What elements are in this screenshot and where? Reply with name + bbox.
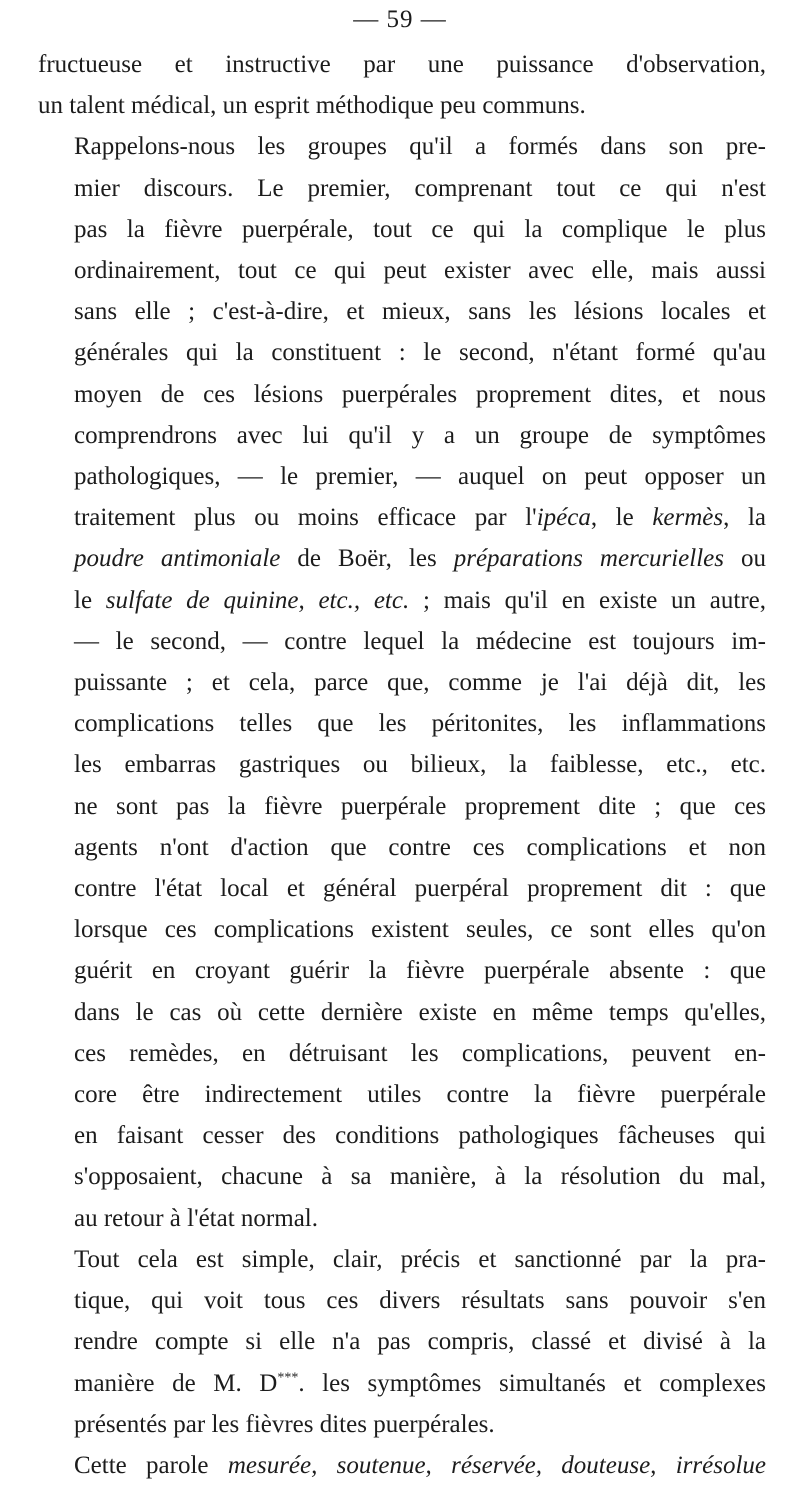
text-line: moyen de ces lésions puerpérales proprement dites, et nous [74, 380, 766, 408]
italic-term-poudre: poudre antimoniale [74, 545, 281, 573]
text-line: Rappelons-nous les groupes qu'il a formés dans son pre- [74, 133, 766, 161]
text-line: ne sont pas la fièvre puerpérale proprement dite ; que ces [74, 792, 766, 820]
italic-term-preparations: préparations mercurielles [453, 545, 724, 573]
text-line: ces remèdes, en détruisant les complications, peuvent en- [74, 1039, 766, 1067]
paragraph-2 [38, 126, 766, 1238]
superscript-mark: *** [277, 1370, 299, 1386]
text-line [38, 1363, 766, 1404]
text-line: générales qui la constituent : le second, n'étant formé qu'au [74, 339, 766, 367]
text-run: ou [723, 545, 766, 573]
text-run: . les symptômes simultanés et complexes [298, 1369, 766, 1397]
text-run: de Boër, les [280, 545, 454, 573]
text-line: sans elle ; c'est-à-dire, et mieux, sans les lésions locales et [74, 298, 766, 326]
text-line: guérit en croyant guérir la fièvre puerpérale absente : que [74, 957, 766, 985]
text-line [38, 538, 766, 579]
text-line: complications telles que les péritonites, les inflammations [74, 710, 766, 738]
text-run: traitement plus ou moins efficace par l' [74, 504, 537, 532]
text-run: ; mais qu'il en existe un autre, [409, 586, 766, 614]
text-line: pathologiques, — le premier, — auquel on peut opposer un [74, 463, 766, 491]
page-number: — 59 — [353, 6, 447, 33]
paragraph-1 [38, 44, 766, 126]
italic-term-kermes: kermès [652, 504, 724, 532]
text-line: fructueuse et instructive par une puissance d'observation, [38, 51, 766, 78]
text-run: , le [590, 504, 653, 532]
text-line: ordinairement, tout ce qui peut exister avec elle, mais aussi [74, 257, 766, 285]
text-line [38, 580, 766, 621]
text-run: , la [723, 504, 767, 532]
text-line: s'opposaient, chacune à sa manière, à la résolution du mal, [74, 1163, 766, 1191]
text-line: agents n'ont d'action que contre ces complications et non [74, 833, 766, 861]
text-line: puissante ; et cela, parce que, comme je l'ai déjà dit, les [74, 669, 766, 697]
text-run: Cette parole [74, 1451, 228, 1479]
italic-term-ipeca: ipéca [536, 504, 591, 532]
text-run: manière de M. D [74, 1369, 278, 1397]
text-line: au retour à l'état normal. [74, 1204, 318, 1232]
text-line: lorsque ces complications existent seules, ce sont elles qu'on [74, 916, 766, 944]
text-line: rendre compte si elle n'a pas compris, classé et divisé à la [74, 1328, 766, 1356]
text-line: en faisant cesser des conditions pathologiques fâcheuses qui [74, 1122, 766, 1150]
text-line: contre l'état local et général puerpéral proprement dit : que [74, 875, 766, 903]
text-line: dans le cas où cette dernière existe en même temps qu'elles, [74, 998, 766, 1026]
text-line: core être indirectement utiles contre la fièvre puerpérale [74, 1081, 766, 1109]
paragraph-3 [38, 1239, 766, 1445]
paragraph-4 [38, 1445, 766, 1486]
text-line: comprendrons avec lui qu'il y a un groupe de symptômes [74, 421, 766, 449]
text-line: tique, qui voit tous ces divers résultats sans pouvoir s'en [74, 1287, 766, 1315]
page-text [38, 44, 766, 1486]
text-line: pas la fièvre puerpérale, tout ce qui la complique le plus [74, 215, 766, 243]
text-line: présentés par les fièvres dites puerpérales. [74, 1410, 495, 1438]
text-line: Tout cela est simple, clair, précis et sanctionné par la pra- [74, 1245, 766, 1273]
text-line: — le second, — contre lequel la médecine est toujours im- [74, 627, 766, 655]
text-line [38, 497, 766, 538]
text-line: un talent médical, un esprit méthodique peu communs. [38, 92, 586, 120]
text-line [38, 1445, 766, 1486]
text-line: mier discours. Le premier, comprenant tout ce qui n'est [74, 174, 766, 202]
text-run: le [74, 586, 106, 614]
italic-term-sulfate: sulfate de quinine, etc., etc. [105, 586, 410, 614]
text-line: les embarras gastriques ou bilieux, la faiblesse, etc., etc. [74, 751, 766, 779]
italic-phrase: mesurée, soutenue, réservée, douteuse, irrésolue [227, 1451, 766, 1479]
